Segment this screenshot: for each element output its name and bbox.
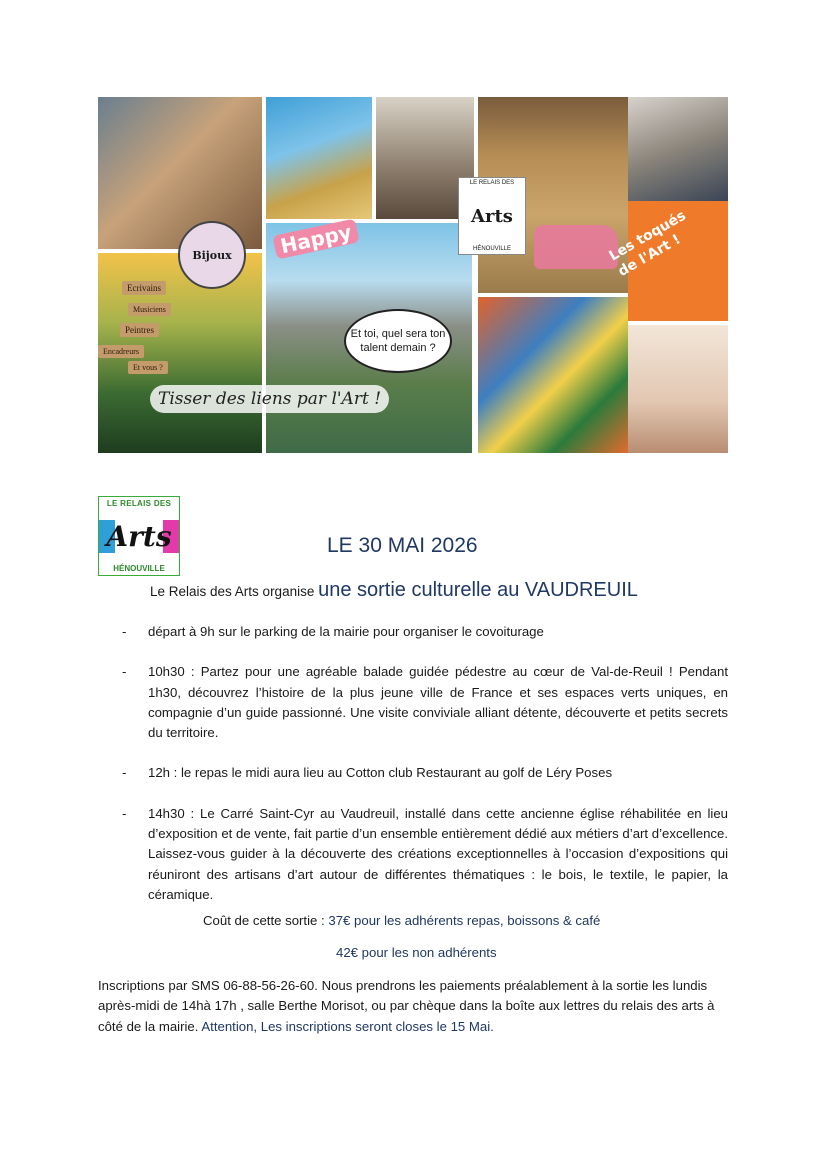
sign-musiciens: Musiciens <box>128 303 171 316</box>
list-item: - départ à 9h sur le parking de la mairie pour organiser le covoiturage <box>122 624 544 639</box>
list-item: - 12h : le repas le midi aura lieu au Cotton club Restaurant au golf de Léry Poses <box>122 765 613 781</box>
cost-non-members: 42€ pour les non adhérents <box>336 945 497 960</box>
list-item: - 14h30 : Le Carré Saint-Cyr au Vaudreuil, installé dans cette ancienne église réhabilitée en lieu d’exposition et de vente, fait partie d’un ensemble entièrement dédié aux métiers d’art d’excellence. Laissez-vous guider à la découverte des créations exceptionnelles à l’occasion d’expositions qui réuniront des artisans d’art autour de différentes thématiques : le bois, le textile, le papier, la céramique. <box>122 805 728 902</box>
sign-peintres: Peintres <box>120 323 159 337</box>
event-date: LE 30 MAI 2026 <box>327 534 478 557</box>
event-intro: Le Relais des Arts organise une sortie culturelle au VAUDREUIL <box>150 579 638 601</box>
tisser-slogan: Tisser des liens par l'Art ! <box>150 385 389 413</box>
bijoux-badge: Bijoux <box>178 221 246 289</box>
toques-text: Les toqués de l'Art ! <box>606 207 689 281</box>
event-title: une sortie culturelle au VAUDREUIL <box>318 579 638 601</box>
header-collage <box>98 97 728 453</box>
relais-des-arts-logo: LE RELAIS DES Arts HÉNOUVILLE <box>98 496 180 576</box>
photo-craft-workshop <box>98 97 262 249</box>
registration-info: Inscriptions par SMS 06-88-56-26-60. Nous prendrons les paiements préalablement à la sortie les lundis après-midi de 14hà 17h , salle Berthe Morisot, ou par chèque dans la boîte aux lettres du relais des arts à côté de la mairie. Attention, Les inscriptions seront closes le 15 Mai. <box>98 978 715 1034</box>
list-item: - 10h30 : Partez pour une agréable balade guidée pédestre au cœur de Val-de-Reuil ! Pendant 1h30, découvrez l’histoire de la plus jeune ville de France et ses espaces verts uniques, en compagnie d’un guide passionné. Une visite conviviale alliant détente, découverte et petits secrets du territoire. <box>122 664 728 741</box>
thought-bubble: Et toi, quel sera ton talent demain ? <box>344 309 452 373</box>
photo-frame-molding <box>266 97 372 219</box>
program-list <box>98 622 728 925</box>
deadline-notice: Attention, Les inscriptions seront closes le 15 Mai. <box>201 1018 494 1034</box>
happy-label: Happy <box>272 219 359 260</box>
sign-encadreurs: Encadreurs <box>98 345 144 358</box>
collage-logo: LE RELAIS DES Arts HÉNOUVILLE <box>458 177 526 255</box>
photo-sculpture <box>628 97 728 201</box>
image-cubist-painting <box>478 297 628 453</box>
sign-et-vous: Et vous ? <box>128 361 168 374</box>
cost-members: Coût de cette sortie : 37€ pour les adhérents repas, boissons & café <box>203 913 601 928</box>
sign-ecrivains: Ecrivains <box>122 281 166 295</box>
